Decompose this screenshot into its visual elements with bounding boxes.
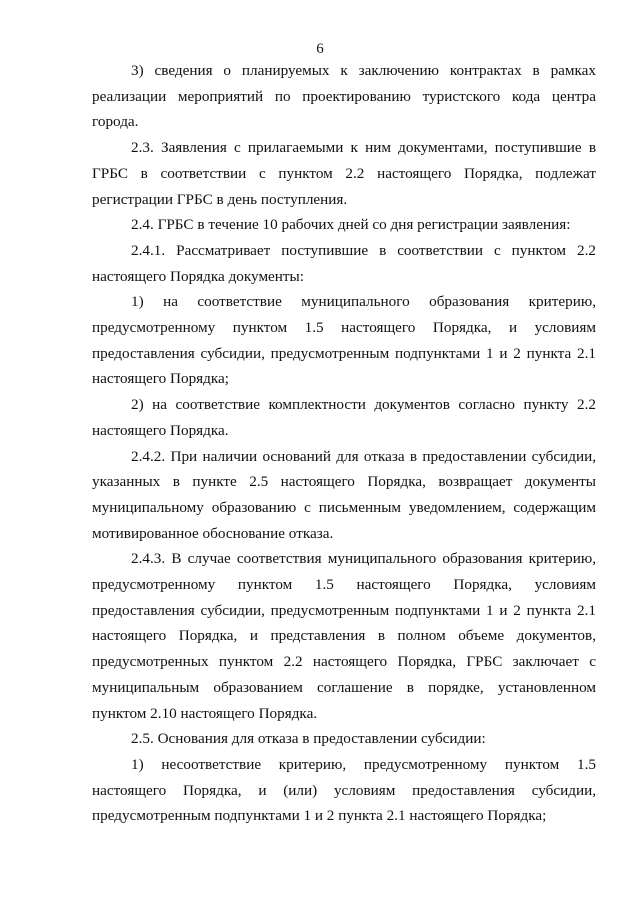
paragraph-2-4-2: 2.4.2. При наличии оснований для отказа в предоставлении субсидии, указанных в пункте 2.5 настоящего Порядка, возвращает документы муниципальному образованию с письменным уведомлением, содержащим мотивированное обоснование отказа. — [92, 447, 596, 542]
paragraph-item-3-planned-contracts: 3) сведения о планируемых к заключению контрактах в рамках реализации мероприятий по проектированию туристского кода центра города. — [92, 62, 596, 131]
paragraph-2-4-1-item-1: 1) на соответствие муниципального образования критерию, предусмотренному пунктом 1.5 настоящего Порядка, и условиям предоставления субсидии, предусмотренным подпунктами 1 и 2 пункта 2.1 настоящего Порядка; — [92, 293, 596, 388]
paragraph-2-4-3: 2.4.3. В случае соответствия муниципального образования критерию, предусмотренному пунктом 1.5 настоящего Порядка, условиям предоставления субсидии, предусмотренным подпунктами 1 и 2 пункта 2.1 настоящего Порядка, и представления в полном объеме документов, предусмотренных пунктом 2.2 настоящего Порядка, ГРБС заключает с муниципальным образованием соглашение в порядке, установленном пунктом 2.10 настоящего Порядка. — [92, 550, 596, 722]
paragraph-2-4: 2.4. ГРБС в течение 10 рабочих дней со дня регистрации заявления: — [131, 216, 571, 234]
paragraph-2-5-item-1: 1) несоответствие критерию, предусмотренному пунктом 1.5 настоящего Порядка, и (или) условиям предоставления субсидии, предусмотренным подпунктами 1 и 2 пункта 2.1 настоящего Порядка; — [92, 755, 596, 825]
paragraph-2-3: 2.3. Заявления с прилагаемыми к ним документами, поступившие в ГРБС в соответствии с пунктом 2.2 настоящего Порядка, подлежат регистрации ГРБС в день поступления. — [92, 139, 596, 208]
document-body — [92, 58, 596, 829]
page-number: 6 — [316, 41, 324, 57]
paragraph-2-4-1-item-2: 2) на соответствие комплектности документов согласно пункту 2.2 настоящего Порядка. — [92, 396, 596, 439]
paragraph-2-4-1: 2.4.1. Рассматривает поступившие в соответствии с пунктом 2.2 настоящего Порядка документы: — [92, 241, 596, 285]
paragraph-2-5: 2.5. Основания для отказа в предоставлении субсидии: — [131, 730, 486, 748]
